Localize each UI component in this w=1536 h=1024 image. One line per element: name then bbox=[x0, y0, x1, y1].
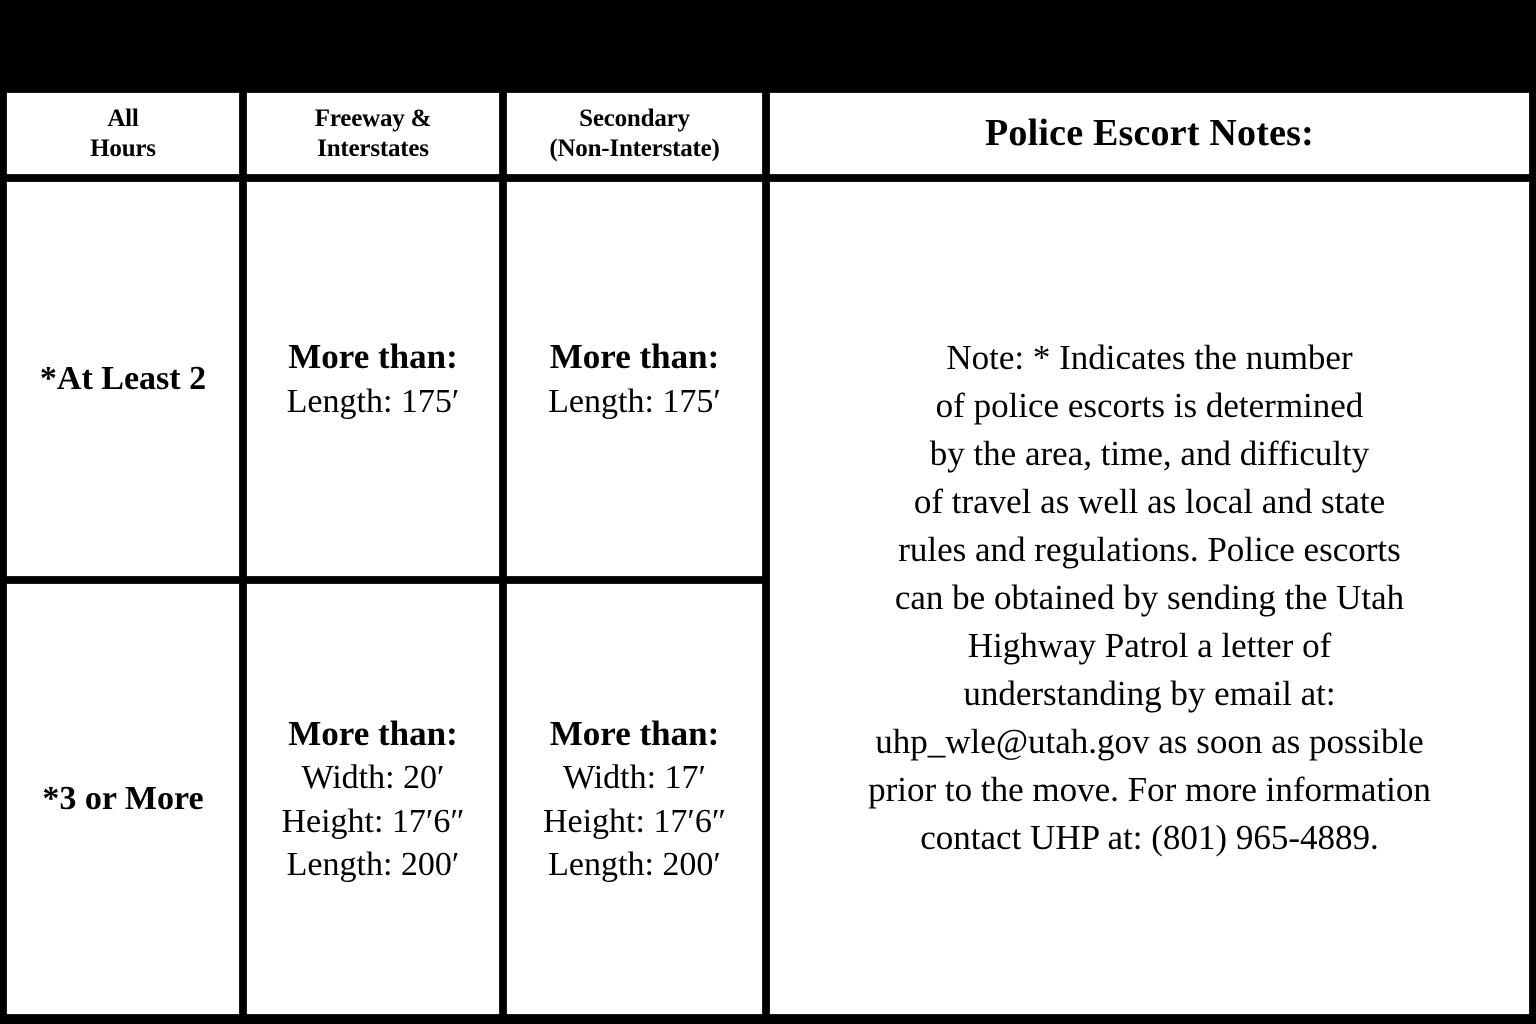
freeway-length-row-2: Length: 200′ bbox=[286, 845, 460, 883]
freeway-height-row-2: Height: 17′6″ bbox=[281, 802, 465, 840]
freeway-width-row-2: Width: 20′ bbox=[301, 759, 445, 797]
column-header-freeway-interstates bbox=[246, 92, 500, 175]
notes-line-11-phone: contact UHP at: (801) 965-4889. bbox=[920, 817, 1379, 857]
notes-line-4: of travel as well as local and state bbox=[913, 482, 1386, 522]
secondary-width-row-2: Width: 17′ bbox=[562, 759, 706, 797]
table-header-row bbox=[6, 92, 1530, 175]
column-header-all-hours bbox=[6, 92, 240, 175]
notes-line-10: prior to the move. For more information bbox=[868, 769, 1431, 809]
notes-line-8: understanding by email at: bbox=[963, 673, 1336, 713]
notes-line-3: by the area, time, and difficulty bbox=[929, 434, 1370, 474]
column-header-secondary-line2: (Non-Interstate) bbox=[549, 134, 720, 162]
notes-line-7: Highway Patrol a letter of bbox=[967, 625, 1332, 665]
freeway-dimensions-row-2 bbox=[246, 583, 500, 1015]
column-header-police-escort-notes: Police Escort Notes: bbox=[769, 92, 1530, 175]
escort-count-3-or-more: *3 or More bbox=[6, 583, 240, 1015]
freeway-more-than-label-row-1: More than: bbox=[288, 337, 458, 377]
column-header-freeway-line2: Interstates bbox=[317, 134, 429, 162]
secondary-more-than-label-row-1: More than: bbox=[549, 337, 720, 377]
table-row-at-least-2 bbox=[6, 181, 1530, 577]
escort-requirements-table bbox=[0, 86, 1536, 1021]
column-header-secondary-non-interstate bbox=[506, 92, 763, 175]
column-header-freeway-line1: Freeway & bbox=[314, 105, 432, 132]
secondary-length-row-1: Length: 175′ bbox=[548, 382, 721, 420]
column-header-secondary-line1: Secondary bbox=[579, 105, 690, 132]
notes-line-6: can be obtained by sending the Utah bbox=[894, 578, 1405, 618]
freeway-dimensions-row-1 bbox=[246, 181, 500, 577]
column-header-all-hours-line2: Hours bbox=[90, 134, 156, 162]
notes-line-2: of police escorts is determined bbox=[935, 386, 1364, 426]
secondary-dimensions-row-1 bbox=[506, 181, 763, 577]
freeway-length-row-1: Length: 175′ bbox=[286, 382, 460, 420]
notes-line-1: Note: * Indicates the number bbox=[946, 338, 1353, 378]
escort-count-at-least-2: *At Least 2 bbox=[6, 181, 240, 577]
notes-line-5: rules and regulations. Police escorts bbox=[898, 530, 1401, 570]
notes-line-9-email: uhp_wle@utah.gov as soon as possible bbox=[875, 721, 1424, 761]
freeway-more-than-label-row-2: More than: bbox=[288, 714, 458, 754]
secondary-dimensions-row-2 bbox=[506, 583, 763, 1015]
secondary-length-row-2: Length: 200′ bbox=[548, 845, 721, 883]
secondary-height-row-2: Height: 17′6″ bbox=[542, 802, 727, 840]
column-header-all-hours-line1: All bbox=[107, 105, 139, 132]
police-escort-notes-cell bbox=[769, 181, 1530, 1015]
police-escort-notes-text bbox=[770, 334, 1529, 861]
secondary-more-than-label-row-2: More than: bbox=[549, 714, 720, 754]
escort-requirements-table-wrapper bbox=[6, 92, 1530, 1016]
